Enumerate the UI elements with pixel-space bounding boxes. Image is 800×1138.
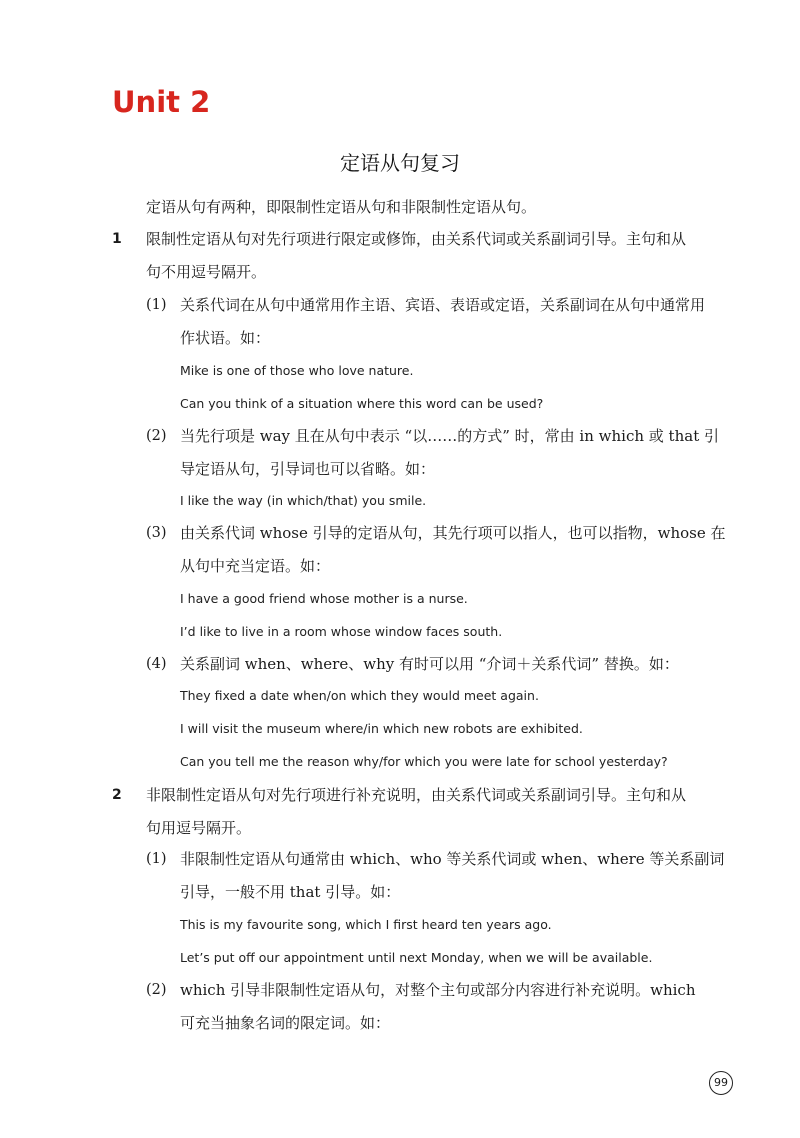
section-text-line: 句不用逗号隔开。 — [146, 263, 267, 281]
item-text-line: which 引导非限制性定语从句，对整个主句或部分内容进行补充说明。which — [180, 981, 696, 999]
item-number: (4) — [146, 656, 167, 672]
item-number: (1) — [146, 851, 167, 867]
example-sentence: This is my favourite song, which I first heard ten years ago. — [180, 917, 552, 932]
item-number: (2) — [146, 982, 167, 998]
item-text-line: 关系代词在从句中通常用作主语、宾语、表语或定语，关系副词在从句中通常用 — [180, 296, 706, 314]
item-text-line: 从句中充当定语。如： — [180, 557, 331, 575]
item-text-line: 可充当抽象名词的限定词。如： — [180, 1014, 391, 1032]
section-text-line: 非限制性定语从句对先行项进行补充说明，由关系代词或关系副词引导。主句和从 — [146, 786, 687, 804]
example-sentence: I like the way (in which/that) you smile. — [180, 493, 427, 508]
example-sentence: Mike is one of those who love nature. — [180, 363, 414, 378]
section-text-line: 句用逗号隔开。 — [146, 819, 252, 837]
example-sentence: I’d like to live in a room whose window faces south. — [180, 624, 503, 639]
item-number: (2) — [146, 428, 167, 444]
item-text-line: 当先行项是 way 且在从句中表示 “以……的方式” 时，常由 in which 或 that 引 — [180, 427, 719, 445]
example-sentence: Let’s put off our appointment until next Monday, when we will be available. — [180, 950, 653, 965]
intro-text: 定语从句有两种，即限制性定语从句和非限制性定语从句。 — [146, 198, 537, 216]
item-text-line: 导定语从句，引导词也可以省略。如： — [180, 460, 436, 478]
item-text-line: 关系副词 when、where、why 有时可以用 “介词＋关系代词” 替换。如： — [180, 655, 679, 673]
item-text-line: 引导，一般不用 that 引导。如： — [180, 883, 401, 901]
example-sentence: Can you think of a situation where this word can be used? — [180, 396, 544, 411]
unit-title: Unit 2 — [112, 85, 211, 119]
item-number: (1) — [146, 297, 167, 313]
section-text-line: 限制性定语从句对先行项进行限定或修饰，由关系代词或关系副词引导。主句和从 — [146, 230, 687, 248]
page-title: 定语从句复习 — [340, 151, 460, 175]
example-sentence: I have a good friend whose mother is a nurse. — [180, 591, 468, 606]
item-text-line: 非限制性定语从句通常由 which、who 等关系代词或 when、where 等关系副词 — [180, 850, 725, 868]
example-sentence: They fixed a date when/on which they would meet again. — [180, 688, 539, 703]
item-text-line: 由关系代词 whose 引导的定语从句，其先行项可以指人，也可以指物，whose 在 — [180, 524, 726, 542]
page-number: 99 — [709, 1071, 733, 1095]
section-number: 1 — [112, 231, 122, 247]
item-number: (3) — [146, 525, 167, 541]
example-sentence: I will visit the museum where/in which new robots are exhibited. — [180, 721, 583, 736]
example-sentence: Can you tell me the reason why/for which you were late for school yesterday? — [180, 754, 668, 769]
section-number: 2 — [112, 787, 122, 803]
item-text-line: 作状语。如： — [180, 329, 271, 347]
